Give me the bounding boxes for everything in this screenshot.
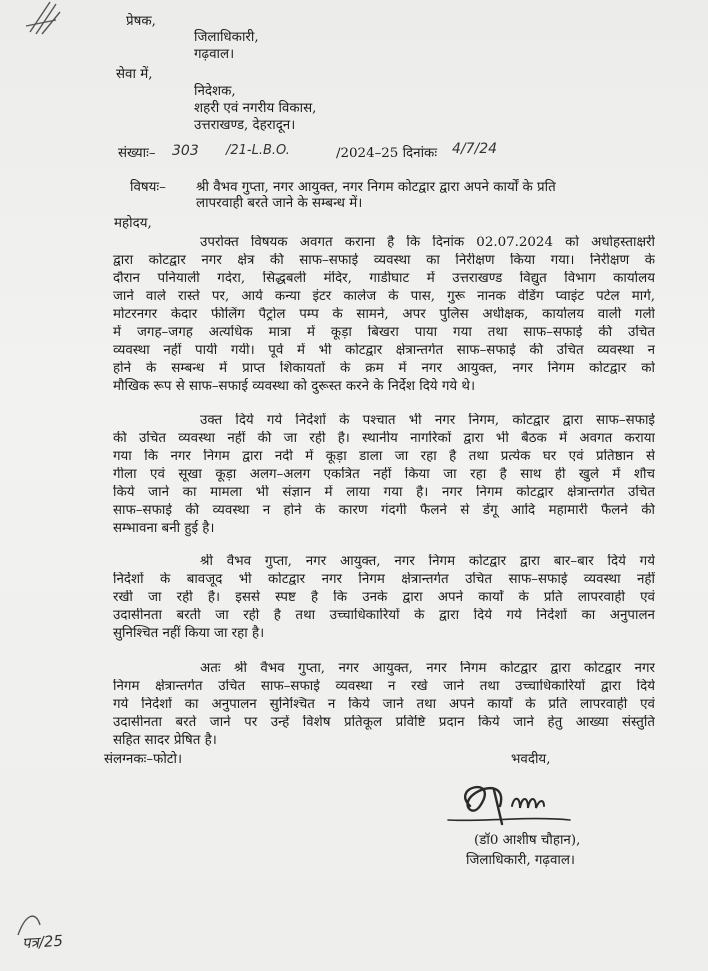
closing-bhavdiya: भवदीय, [511,752,551,767]
subject-line-1: श्री वैभव गुप्ता, नगर आयुक्त, नगर निगम कोटद्वार द्वारा अपने कार्यों के प्रति [196,180,556,195]
subject-line-2: लापरवाही बरते जाने के सम्बन्ध में। [196,196,363,211]
para1-line: उपरोक्त विषयक अवगत कराना है कि दिनांक 02.07.2024 को अधोहस्ताक्षरी [200,235,655,250]
para4-line: गये निर्देशों का अनुपालन सुनिश्चित न किये जाने तथा अपने कार्यों के प्रति लापरवाही एवं [113,697,655,712]
reference-date: 4/7/24 [452,141,498,157]
top-scribble [12,0,72,40]
para4-line: अतः श्री वैभव गुप्ता, नगर आयुक्त, नगर निगम कोटद्वार द्वारा कोटद्वार नगर [200,661,655,676]
para3-line: निर्देशों के बावजूद भी कोटद्वार नगर निगम क्षेत्रान्तर्गत उचित साफ–सफाई व्यवस्था नहीं [113,572,655,587]
signatory-name: (डॉ0 आशीष चौहान), [474,833,581,848]
reference-label: संख्याः– [118,146,156,161]
recipient-designation: निदेशक, [194,84,236,99]
recipient-department: शहरी एवं नगरीय विकास, [194,101,317,116]
para3-line: उदासीनता बरती जा रही है तथा उच्चाधिकारियों के द्वारा दिये गये निर्देशों का अनुपालन [113,608,655,623]
para1-line: मोटरनगर केदार फीलिंग पैट्रोल पम्प के सामने, अपर पुलिस अधीक्षक, कार्यालय वाली गली [113,307,655,322]
para1-line: द्वारा कोटद्वार नगर क्षेत्र की साफ–सफाई व्यवस्था का निरीक्षण किया गया। निरीक्षण के [113,253,655,268]
para1-line: व्यवस्था नहीं पायी गयी। पूर्व में भी कोटद्वार क्षेत्रान्तर्गत साफ–सफाई की उचित व्यवस्था न [113,343,655,358]
subject-label: विषयः– [130,180,166,195]
signature [440,776,580,836]
reference-number: 303 [172,143,199,159]
signatory-designation: जिलाधिकारी, गढ़वाल। [466,853,576,868]
para1-line: मौखिक रूप से साफ–सफाई व्यवस्था को दुरूस्त करने के निर्देश दिये गये थे। [113,379,476,394]
corner-scribble [10,905,50,945]
para3-line: श्री वैभव गुप्ता, नगर आयुक्त, नगर निगम कोटद्वार द्वारा बार–बार दिये गये [200,554,655,569]
para4-line: उदासीनता बरते जाने पर उन्हें विशेष प्रतिकूल प्रविष्टि प्रदान किये जाने हेतु आख्या संस्तुति [113,715,655,730]
para2-line: गीला एवं सूखा कूड़ा अलग–अलग एकत्रित नहीं किया जा रहा है साथ ही खुले में शौच [113,467,655,482]
salutation: महोदय, [114,216,152,231]
recipient-location: उत्तराखण्ड, देहरादून। [194,118,296,133]
sender-location: गढ़वाल। [194,47,235,62]
para1-line: में जगह–जगह अत्यधिक मात्रा में कूड़ा बिखरा पाया गया तथा साफ–सफाई की उचित [113,325,655,340]
sender-designation: जिलाधिकारी, [194,30,259,45]
para2-line: की उचित व्यवस्था नहीं की जा रही है। स्थानीय नागरिकों द्वारा भी बैठक में अवगत कराया [113,431,655,446]
para2-line: गया कि नगर निगम द्वारा नदी में कूड़ा डाला जा रहा है तथा प्रत्येक घर एवं प्रतिष्ठान से [113,449,655,464]
seva-label: सेवा में, [116,67,153,82]
reference-year-date-label: /2024–25 दिनांकः [336,146,438,161]
reference-file-code: /21-L.B.O. [226,143,290,158]
para2-line: साफ–सफाई की व्यवस्था न होने के कारण गंदगी फैलने से डेंगू आदि महामारी फैलने की [113,503,655,518]
para2-line: उक्त दिये गये निर्देशों के पश्चात भी नगर निगम, कोटद्वार द्वारा साफ–सफाई [200,413,655,428]
para2-line: किये जाने का मामला भी संज्ञान में लाया गया है। नगर निगम कोटद्वार क्षेत्रान्तर्गत उचित [113,485,655,500]
para4-line: निगम क्षेत्रान्तर्गत उचित साफ–सफाई व्यवस्था न रखे जाने तथा उच्चाधिकारियों द्वारा दिये [113,679,655,694]
corner-handwritten-note: पत्र/25 [21,931,64,953]
para3-line: सुनिश्चित नहीं किया जा रहा है। [113,626,265,641]
enclosure-note: संलग्नकः–फोटो। [104,752,183,767]
para1-line: दौरान पनियाली गदेरा, सिद्धबली मंदिर, गाडीघाट में उत्तराखण्ड विद्युत विभाग कार्यालय [113,271,655,286]
prekshak-label: प्रेषक, [126,14,156,29]
para1-line: जाने वाले रास्ते पर, आर्य कन्या इंटर कालेज के पास, गुरू नानक वेडिंग प्वाइंट पटेल मार्ग, [113,289,655,304]
para2-line: सम्भावना बनी हुई है। [113,521,215,536]
para3-line: रखी जा रही है। इससे स्पष्ट है कि उनके द्वारा अपने कार्यों के प्रति लापरवाही एवं [113,590,655,605]
para4-line: सहित सादर प्रेषित है। [113,733,217,748]
para1-line: होने के सम्बन्ध में प्राप्त शिकायतों के क्रम में नगर आयुक्त, नगर निगम कोटद्वार को [113,361,655,376]
